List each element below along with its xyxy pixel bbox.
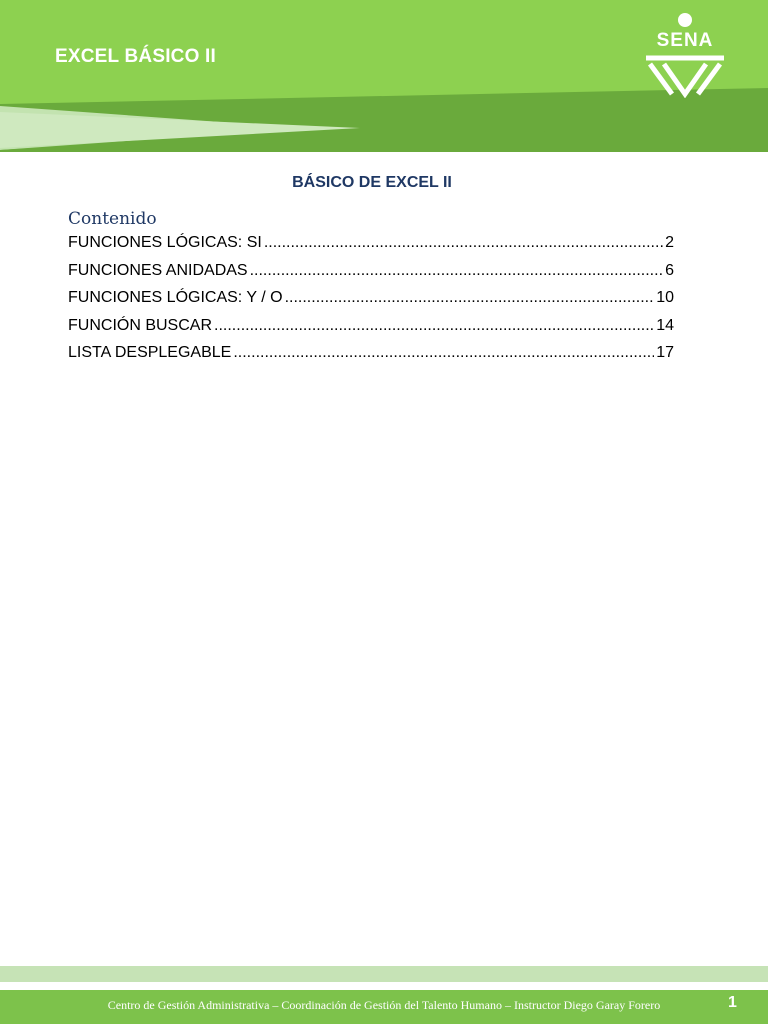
toc-entry-page: 14	[656, 316, 674, 334]
toc-entry[interactable]	[68, 289, 674, 317]
toc-leader-dots	[214, 317, 654, 335]
toc-entry[interactable]	[68, 317, 674, 345]
page-number: 1	[728, 994, 737, 1011]
table-of-contents	[68, 234, 674, 372]
toc-entry-page: 17	[656, 344, 674, 361]
toc-entry-page: 6	[665, 261, 674, 279]
toc-leader-dots	[285, 289, 655, 307]
toc-entry-label: FUNCIONES LÓGICAS: SI	[68, 234, 262, 251]
sena-logo-icon	[640, 12, 730, 98]
toc-leader-dots	[233, 344, 654, 362]
toc-leader-dots	[250, 262, 664, 280]
footer-light-stripe	[0, 966, 768, 982]
toc-entry-label: FUNCIÓN BUSCAR	[68, 316, 213, 334]
toc-entry[interactable]	[68, 234, 674, 262]
toc-entry-page: 10	[656, 289, 674, 306]
toc-entry-label: LISTA DESPLEGABLE	[68, 344, 232, 361]
toc-heading: Contenido	[68, 209, 157, 229]
header-title: EXCEL BÁSICO II	[55, 46, 217, 67]
toc-leader-dots	[264, 234, 663, 252]
toc-entry-page: 2	[665, 234, 674, 251]
logo-text: SENA	[656, 30, 714, 51]
toc-entry-label: FUNCIONES LÓGICAS: Y / O	[68, 289, 283, 306]
toc-entry-label: FUNCIONES ANIDADAS	[68, 261, 248, 279]
toc-entry[interactable]	[68, 262, 674, 290]
toc-entry[interactable]	[68, 344, 674, 372]
sena-logo	[640, 12, 730, 98]
document-title: BÁSICO DE EXCEL II	[292, 174, 452, 191]
footer-text: Centro de Gestión Administrativa – Coordinación de Gestión del Talento Humano – Instructor Diego Garay Forero	[107, 998, 661, 1012]
